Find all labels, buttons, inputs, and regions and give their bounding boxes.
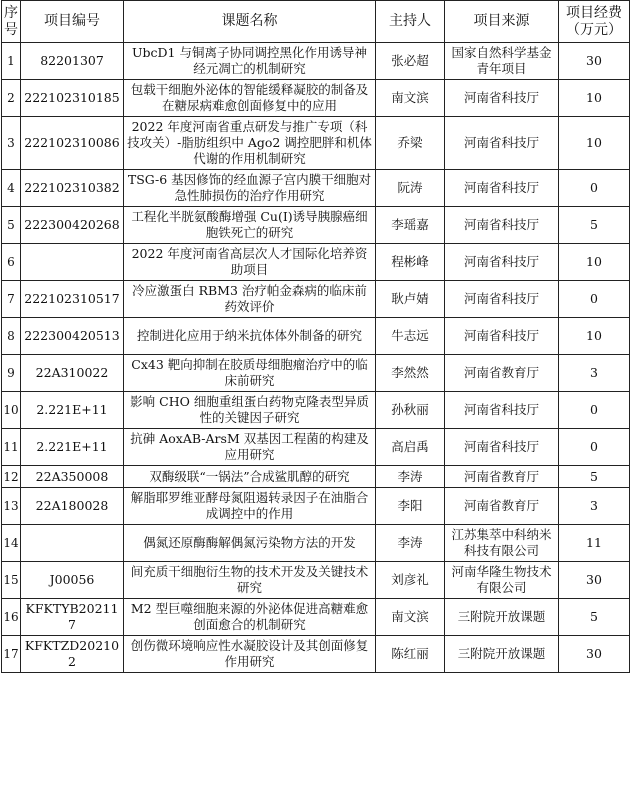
- cell-index: 6: [2, 244, 21, 281]
- cell-funding: 30: [559, 43, 630, 80]
- cell-funding: 3: [559, 488, 630, 525]
- cell-source: 河南省科技厅: [445, 207, 559, 244]
- cell-index: 5: [2, 207, 21, 244]
- header-leader: 主持人: [376, 1, 445, 43]
- cell-funding: 5: [559, 207, 630, 244]
- header-funding: 项目经费（万元）: [559, 1, 630, 43]
- table-row: [2, 525, 630, 562]
- cell-project-no: 222102310382: [21, 170, 124, 207]
- cell-project-no: KFKTYB202117: [21, 599, 124, 636]
- cell-funding: 0: [559, 429, 630, 466]
- cell-leader: 程彬峰: [376, 244, 445, 281]
- projects-table: [1, 0, 630, 673]
- table-row: [2, 599, 630, 636]
- cell-leader: 李瑶嘉: [376, 207, 445, 244]
- table-row: [2, 80, 630, 117]
- cell-title: 控制进化应用于纳米抗体体外制备的研究: [124, 318, 376, 355]
- cell-source: 河南省科技厅: [445, 117, 559, 170]
- cell-funding: 30: [559, 636, 630, 673]
- cell-index: 12: [2, 466, 21, 488]
- table-row: [2, 562, 630, 599]
- cell-leader: 高启禹: [376, 429, 445, 466]
- cell-project-no: 222300420513: [21, 318, 124, 355]
- cell-funding: 0: [559, 281, 630, 318]
- cell-title: 影响 CHO 细胞重组蛋白药物克隆表型异质性的关键因子研究: [124, 392, 376, 429]
- table-row: [2, 355, 630, 392]
- cell-title: 间充质干细胞衍生物的技术开发及关键技术研究: [124, 562, 376, 599]
- cell-leader: 刘彦礼: [376, 562, 445, 599]
- cell-title: 包载干细胞外泌体的智能缓释凝胶的制备及在糖尿病难愈创面修复中的应用: [124, 80, 376, 117]
- cell-index: 16: [2, 599, 21, 636]
- table-row: [2, 244, 630, 281]
- cell-title: 双酶级联“一锅法”合成鲨肌醇的研究: [124, 466, 376, 488]
- cell-index: 4: [2, 170, 21, 207]
- cell-project-no: 2.221E+11: [21, 429, 124, 466]
- cell-source: 河南省科技厅: [445, 80, 559, 117]
- cell-project-no: 222300420268: [21, 207, 124, 244]
- cell-source: 江苏集萃中科纳米科技有限公司: [445, 525, 559, 562]
- header-project-no: 项目编号: [21, 1, 124, 43]
- cell-index: 14: [2, 525, 21, 562]
- cell-source: 河南省教育厅: [445, 488, 559, 525]
- table-row: [2, 43, 630, 80]
- cell-project-no: 222102310086: [21, 117, 124, 170]
- cell-funding: 5: [559, 466, 630, 488]
- cell-funding: 10: [559, 117, 630, 170]
- header-source: 项目来源: [445, 1, 559, 43]
- cell-funding: 10: [559, 318, 630, 355]
- cell-funding: 30: [559, 562, 630, 599]
- header-index: 序号: [2, 1, 21, 43]
- cell-source: 三附院开放课题: [445, 599, 559, 636]
- cell-project-no: 82201307: [21, 43, 124, 80]
- cell-title: 2022 年度河南省高层次人才国际化培养资助项目: [124, 244, 376, 281]
- header-title: 课题名称: [124, 1, 376, 43]
- cell-source: 河南省科技厅: [445, 318, 559, 355]
- cell-title: 工程化半胱氨酸酶增强 Cu(I)诱导胰腺癌细胞铁死亡的研究: [124, 207, 376, 244]
- cell-source: 河南省科技厅: [445, 392, 559, 429]
- table-row: [2, 392, 630, 429]
- cell-funding: 10: [559, 80, 630, 117]
- cell-source: 河南省教育厅: [445, 355, 559, 392]
- cell-project-no: 2.221E+11: [21, 392, 124, 429]
- cell-source: 河南省科技厅: [445, 429, 559, 466]
- cell-source: 河南省教育厅: [445, 466, 559, 488]
- cell-funding: 0: [559, 170, 630, 207]
- cell-title: Cx43 靶向抑制在胶质母细胞瘤治疗中的临床前研究: [124, 355, 376, 392]
- cell-project-no: 222102310517: [21, 281, 124, 318]
- cell-index: 15: [2, 562, 21, 599]
- cell-title: 冷应激蛋白 RBM3 治疗帕金森病的临床前药效评价: [124, 281, 376, 318]
- table-row: [2, 488, 630, 525]
- cell-project-no: [21, 525, 124, 562]
- table-row: [2, 318, 630, 355]
- cell-project-no: 22A180028: [21, 488, 124, 525]
- cell-title: 偶氮还原酶酶解偶氮污染物方法的开发: [124, 525, 376, 562]
- cell-title: 创伤微环境响应性水凝胶设计及其创面修复作用研究: [124, 636, 376, 673]
- table-row: [2, 170, 630, 207]
- cell-index: 1: [2, 43, 21, 80]
- cell-project-no: 22A350008: [21, 466, 124, 488]
- cell-project-no: KFKTZD202102: [21, 636, 124, 673]
- cell-leader: 阮涛: [376, 170, 445, 207]
- table-row: [2, 117, 630, 170]
- cell-leader: 牛志远: [376, 318, 445, 355]
- cell-index: 13: [2, 488, 21, 525]
- cell-funding: 11: [559, 525, 630, 562]
- cell-title: TSG-6 基因修饰的经血源子宫内膜干细胞对急性肺损伤的治疗作用研究: [124, 170, 376, 207]
- cell-index: 11: [2, 429, 21, 466]
- cell-project-no: J00056: [21, 562, 124, 599]
- cell-source: 河南省科技厅: [445, 170, 559, 207]
- table-row: [2, 429, 630, 466]
- cell-leader: 南文滨: [376, 599, 445, 636]
- cell-source: 河南省科技厅: [445, 244, 559, 281]
- cell-title: 2022 年度河南省重点研发与推广专项（科技攻关）-脂肪组织中 Ago2 调控肥胖和机体代谢的作用机制研究: [124, 117, 376, 170]
- cell-funding: 3: [559, 355, 630, 392]
- cell-leader: 李涛: [376, 525, 445, 562]
- cell-index: 17: [2, 636, 21, 673]
- cell-leader: 孙秋丽: [376, 392, 445, 429]
- cell-title: UbcD1 与铜离子协同调控黑化作用诱导神经元凋亡的机制研究: [124, 43, 376, 80]
- cell-source: 河南省科技厅: [445, 281, 559, 318]
- cell-leader: 李然然: [376, 355, 445, 392]
- table-row: [2, 466, 630, 488]
- cell-index: 7: [2, 281, 21, 318]
- cell-index: 8: [2, 318, 21, 355]
- cell-index: 3: [2, 117, 21, 170]
- header-row: [2, 1, 630, 43]
- cell-leader: 张必超: [376, 43, 445, 80]
- cell-source: 三附院开放课题: [445, 636, 559, 673]
- cell-project-no: [21, 244, 124, 281]
- cell-funding: 10: [559, 244, 630, 281]
- cell-title: 抗砷 AoxAB-ArsM 双基因工程菌的构建及应用研究: [124, 429, 376, 466]
- cell-title: M2 型巨噬细胞来源的外泌体促进高糖难愈创面愈合的机制研究: [124, 599, 376, 636]
- cell-funding: 0: [559, 392, 630, 429]
- cell-index: 9: [2, 355, 21, 392]
- table-row: [2, 207, 630, 244]
- table-row: [2, 281, 630, 318]
- cell-leader: 李阳: [376, 488, 445, 525]
- cell-index: 2: [2, 80, 21, 117]
- cell-project-no: 222102310185: [21, 80, 124, 117]
- cell-index: 10: [2, 392, 21, 429]
- cell-leader: 耿卢婧: [376, 281, 445, 318]
- table-row: [2, 636, 630, 673]
- cell-leader: 乔梁: [376, 117, 445, 170]
- cell-leader: 李涛: [376, 466, 445, 488]
- cell-source: 国家自然科学基金青年项目: [445, 43, 559, 80]
- cell-project-no: 22A310022: [21, 355, 124, 392]
- cell-source: 河南华隆生物技术有限公司: [445, 562, 559, 599]
- cell-leader: 陈红丽: [376, 636, 445, 673]
- cell-funding: 5: [559, 599, 630, 636]
- cell-title: 解脂耶罗维亚酵母氮阻遏转录因子在油脂合成调控中的作用: [124, 488, 376, 525]
- cell-leader: 南文滨: [376, 80, 445, 117]
